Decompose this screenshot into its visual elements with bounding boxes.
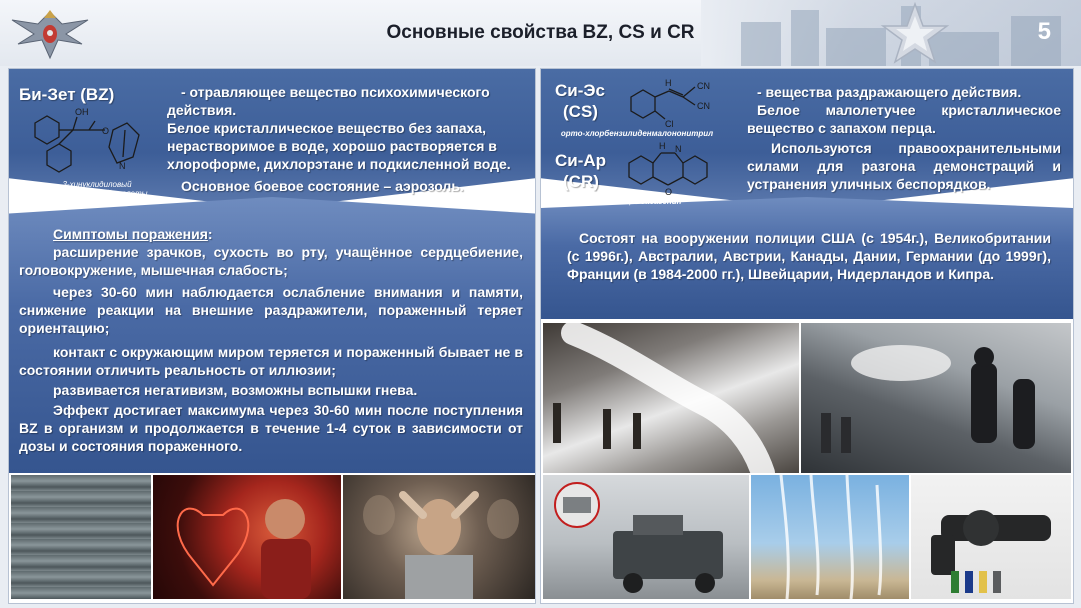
cs-desc-1: - вещества раздражающего действия. <box>757 84 1022 100</box>
bz-title: Би-Зет (BZ) <box>19 85 115 104</box>
cs-title-2: (CS) <box>563 102 598 121</box>
cr-title-1: Си-Ар <box>555 151 607 170</box>
heart-photo <box>153 475 341 599</box>
cs-cr-panel <box>540 68 1074 604</box>
star-icon <box>880 2 950 64</box>
bz-o-label: O <box>102 126 110 136</box>
cr-caption: 1,4 -оксазепин <box>624 197 682 206</box>
cr-structure-diagram <box>623 141 723 197</box>
slide-header <box>0 0 1081 66</box>
riot-smoke-photo-2 <box>801 323 1071 473</box>
symptom-paragraph-1: расширение зрачков, сухость во рту, учащённое сердцебиение, головокружение, мышечная слабость; <box>19 244 523 278</box>
cs-desc-3: Используются правоохранительными силами для разгона демонстраций и устранения уличных беспорядков. <box>747 140 1061 192</box>
bz-intro-3: Белое кристаллическое вещество без запаха, <box>167 120 487 136</box>
bz-oh-label: OH <box>75 107 89 117</box>
munition-photo <box>11 475 151 599</box>
bz-structure-diagram <box>17 105 157 187</box>
symptom-paragraph-3: контакт с окружающим миром теряется и пораженный бывает не в состоянии отличить реальность от иллюзии; <box>19 344 523 378</box>
bz-n-label: N <box>119 161 126 171</box>
cs-caption: орто-хлорбензилиденмалононитрил <box>560 129 714 138</box>
cs-cl-label: Cl <box>665 119 674 129</box>
panic-photo <box>343 475 535 599</box>
bz-intro-1: - отравляющее вещество психохимического <box>181 84 490 100</box>
armored-vehicle-photo <box>543 475 749 599</box>
bz-intro-4: нерастворимое в воде, хорошо растворяется в <box>167 138 497 154</box>
cs-structure-diagram <box>621 75 721 133</box>
bz-intro-5: хлороформе, дихлорэтане и подкисленной воде. <box>167 156 511 172</box>
bz-panel <box>8 68 536 604</box>
armament-paragraph: Состоят на вооружении полиции США (с 1954г.), Великобритании (с 1996г.), Австралии, Австрии, Канады, Дании, Германии (до 1999г), Франции (в 1984-2000 гг.), Швейцарии, Нидерландов и Кипра. <box>567 230 1051 282</box>
symptoms-heading: Симптомы поражения: <box>53 226 213 242</box>
cs-cn2-label: CN <box>697 101 710 111</box>
symptom-paragraph-5: Эффект достигает максимума через 30-60 мин после поступления BZ в организм и продолжается в течение 1-4 суток в зависимости от дозы и состояния пораженного. <box>19 402 523 454</box>
cr-o-label: O <box>665 187 673 197</box>
cr-n-label: N <box>675 144 682 154</box>
riot-smoke-photo-1 <box>543 323 799 473</box>
bz-caption-1: 3-хинуклидиловый <box>62 180 132 189</box>
bz-intro-2: действия. <box>167 102 237 118</box>
grenade-launcher-photo <box>911 475 1071 599</box>
page-number: 5 <box>1037 18 1051 45</box>
slide-title: Основные свойства BZ, CS и CR <box>386 22 695 43</box>
symptom-paragraph-4: развивается негативизм, возможны вспышки гнева. <box>53 382 418 398</box>
cs-h-label: H <box>665 78 672 88</box>
cs-title-1: Си-Эс <box>555 81 605 100</box>
cr-title-2: (CR) <box>563 172 599 191</box>
bz-intro-6: Основное боевое состояние – аэрозоль. <box>181 178 464 194</box>
cs-cn1-label: CN <box>697 81 710 91</box>
cr-h-label: H <box>659 141 666 151</box>
cs-desc-2: Белое малолетучее кристаллическое вещество с запахом перца. <box>747 102 1061 136</box>
gas-trails-photo <box>751 475 909 599</box>
symptom-paragraph-2: через 30-60 мин наблюдается ослабление внимания и памяти, снижение реакции на внешние раздражители, пораженный теряет ориентацию; <box>19 284 523 336</box>
bz-caption-2: эфир бензиловой кислоты <box>46 189 148 198</box>
